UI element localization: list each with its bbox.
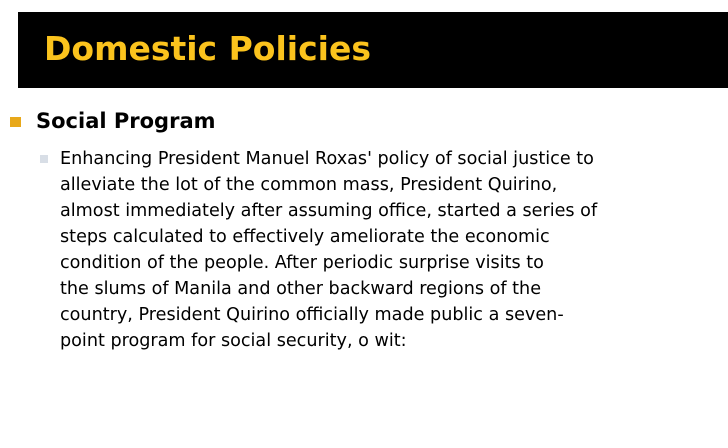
paragraph-line: country, President Quirino officially made public a seven- bbox=[60, 305, 564, 325]
slide-title: Domestic Policies bbox=[44, 29, 371, 68]
paragraph-line: almost immediately after assuming office, started a series of bbox=[60, 201, 598, 221]
paragraph-line: the slums of Manila and other backward regions of the bbox=[60, 279, 542, 299]
title-bar bbox=[18, 12, 728, 88]
paragraph-line: Enhancing President Manuel Roxas' policy of social justice to bbox=[60, 149, 594, 169]
paragraph-text bbox=[60, 146, 700, 354]
paragraph-line: alleviate the lot of the common mass, President Quirino, bbox=[60, 175, 558, 195]
paragraph-line: condition of the people. After periodic surprise visits to bbox=[60, 253, 544, 273]
square-sub-bullet-icon bbox=[40, 155, 48, 163]
square-bullet-icon bbox=[10, 117, 21, 127]
bullet-social-program bbox=[8, 104, 708, 138]
paragraph-line: point program for social security, o wit: bbox=[60, 331, 407, 351]
paragraph-line: steps calculated to effectively ameliorate the economic bbox=[60, 227, 550, 247]
sub-bullet-paragraph bbox=[38, 146, 698, 396]
bullet-label: Social Program bbox=[36, 109, 216, 133]
